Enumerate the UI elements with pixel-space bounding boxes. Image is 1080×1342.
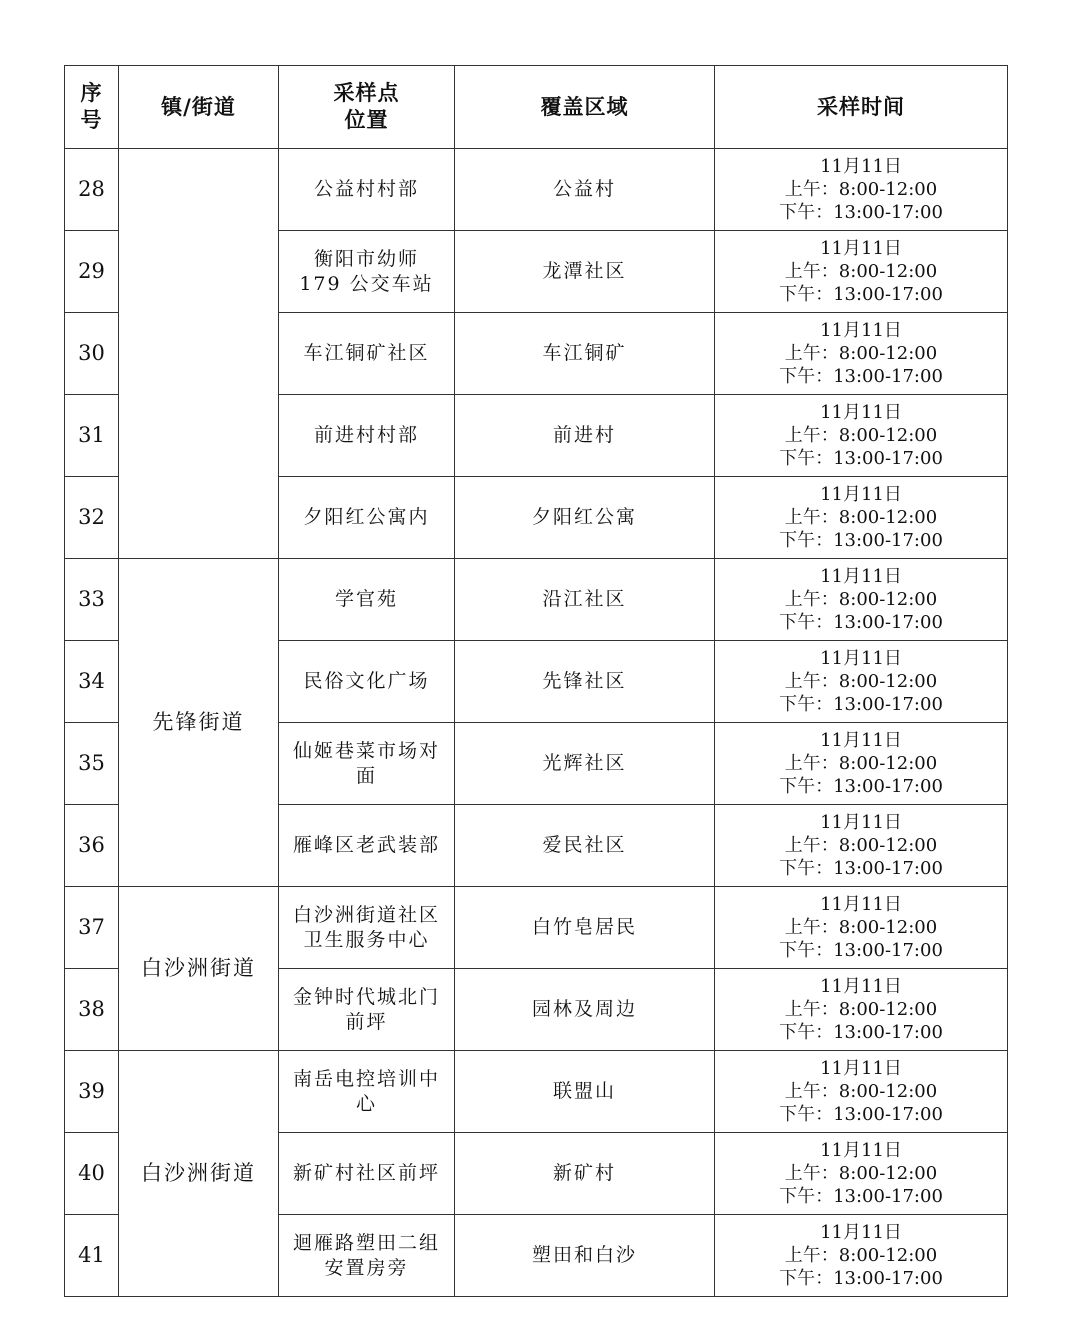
- site-cell: [279, 231, 455, 313]
- row-index: 32: [65, 477, 119, 559]
- time-afternoon: 下午：13:00-17:00: [779, 694, 943, 716]
- time-cell: [715, 1051, 1008, 1133]
- time-date: 11月11日: [820, 237, 902, 259]
- time-cell: [715, 477, 1008, 559]
- time-morning: 上午：8:00-12:00: [784, 670, 938, 692]
- time-morning: 上午：8:00-12:00: [784, 260, 938, 282]
- time-cell: [715, 641, 1008, 723]
- site-cell: [279, 1133, 455, 1215]
- header-street: 镇/街道: [119, 66, 279, 149]
- area-cell: 爱民社区: [455, 805, 715, 887]
- table-row: [65, 887, 1008, 969]
- area-cell: 光辉社区: [455, 723, 715, 805]
- time-afternoon: 下午：13:00-17:00: [779, 1186, 943, 1208]
- time-date: 11月11日: [820, 319, 902, 341]
- time-morning: 上午：8:00-12:00: [784, 1244, 938, 1266]
- site-text: 新矿村社区前坪: [292, 1162, 440, 1185]
- site-text: 车江铜矿社区: [303, 342, 430, 365]
- time-date: 11月11日: [820, 1221, 902, 1243]
- site-cell: [279, 149, 455, 231]
- site-text: 南岳电控培训中心: [292, 1068, 440, 1115]
- site-cell: [279, 805, 455, 887]
- table-row: [65, 1051, 1008, 1133]
- time-date: 11月11日: [820, 401, 902, 423]
- time-afternoon: 下午：13:00-17:00: [779, 284, 943, 306]
- time-date: 11月11日: [820, 565, 902, 587]
- time-date: 11月11日: [820, 729, 902, 751]
- table-row: [65, 559, 1008, 641]
- time-afternoon: 下午：13:00-17:00: [779, 1022, 943, 1044]
- sampling-schedule-table: [64, 65, 1008, 1297]
- area-cell: 园林及周边: [455, 969, 715, 1051]
- site-cell: [279, 313, 455, 395]
- header-time: 采样时间: [715, 66, 1008, 149]
- area-cell: 沿江社区: [455, 559, 715, 641]
- time-morning: 上午：8:00-12:00: [784, 998, 938, 1020]
- site-cell: [279, 395, 455, 477]
- time-cell: [715, 969, 1008, 1051]
- time-morning: 上午：8:00-12:00: [784, 342, 938, 364]
- area-cell: 联盟山: [455, 1051, 715, 1133]
- header-row: [65, 66, 1008, 149]
- area-cell: 新矿村: [455, 1133, 715, 1215]
- row-index: 38: [65, 969, 119, 1051]
- time-cell: [715, 1215, 1008, 1297]
- area-cell: 车江铜矿: [455, 313, 715, 395]
- row-index: 35: [65, 723, 119, 805]
- time-date: 11月11日: [820, 893, 902, 915]
- time-cell: [715, 805, 1008, 887]
- street-cell: 白沙洲街道: [119, 887, 279, 1051]
- site-cell: [279, 1051, 455, 1133]
- header-site: 采样点 位置: [279, 66, 455, 149]
- site-text: 白沙洲街道社区卫生服务中心: [292, 904, 440, 951]
- row-index: 39: [65, 1051, 119, 1133]
- area-cell: 公益村: [455, 149, 715, 231]
- street-cell: 先锋街道: [119, 559, 279, 887]
- time-date: 11月11日: [820, 155, 902, 177]
- time-afternoon: 下午：13:00-17:00: [779, 1104, 943, 1126]
- site-cell: [279, 559, 455, 641]
- site-cell: [279, 969, 455, 1051]
- time-morning: 上午：8:00-12:00: [784, 1080, 938, 1102]
- row-index: 40: [65, 1133, 119, 1215]
- site-text: 衡阳市幼师 179 公交车站: [299, 248, 434, 295]
- row-index: 30: [65, 313, 119, 395]
- street-cell: 白沙洲街道: [119, 1051, 279, 1297]
- row-index: 37: [65, 887, 119, 969]
- area-cell: 塑田和白沙: [455, 1215, 715, 1297]
- site-text: 夕阳红公寓内: [303, 506, 430, 529]
- row-index: 34: [65, 641, 119, 723]
- time-afternoon: 下午：13:00-17:00: [779, 202, 943, 224]
- table-header: [65, 66, 1008, 149]
- row-index: 41: [65, 1215, 119, 1297]
- time-date: 11月11日: [820, 1057, 902, 1079]
- time-morning: 上午：8:00-12:00: [784, 506, 938, 528]
- table-row: [65, 149, 1008, 231]
- site-cell: [279, 887, 455, 969]
- time-date: 11月11日: [820, 647, 902, 669]
- site-text: 仙姬巷菜市场对面: [292, 740, 440, 787]
- site-text: 学官苑: [334, 588, 398, 611]
- site-text: 公益村村部: [313, 178, 419, 201]
- time-date: 11月11日: [820, 811, 902, 833]
- site-cell: [279, 1215, 455, 1297]
- site-cell: [279, 641, 455, 723]
- row-index: 36: [65, 805, 119, 887]
- site-cell: [279, 477, 455, 559]
- time-morning: 上午：8:00-12:00: [784, 916, 938, 938]
- time-cell: [715, 887, 1008, 969]
- area-cell: 龙潭社区: [455, 231, 715, 313]
- row-index: 33: [65, 559, 119, 641]
- time-cell: [715, 723, 1008, 805]
- time-date: 11月11日: [820, 975, 902, 997]
- time-morning: 上午：8:00-12:00: [784, 424, 938, 446]
- time-date: 11月11日: [820, 483, 902, 505]
- time-afternoon: 下午：13:00-17:00: [779, 858, 943, 880]
- site-text: 迴雁路塑田二组安置房旁: [292, 1232, 440, 1279]
- time-cell: [715, 231, 1008, 313]
- time-cell: [715, 559, 1008, 641]
- row-index: 28: [65, 149, 119, 231]
- site-cell: [279, 723, 455, 805]
- time-morning: 上午：8:00-12:00: [784, 1162, 938, 1184]
- time-morning: 上午：8:00-12:00: [784, 588, 938, 610]
- time-afternoon: 下午：13:00-17:00: [779, 776, 943, 798]
- time-cell: [715, 149, 1008, 231]
- time-morning: 上午：8:00-12:00: [784, 178, 938, 200]
- time-date: 11月11日: [820, 1139, 902, 1161]
- time-afternoon: 下午：13:00-17:00: [779, 366, 943, 388]
- time-afternoon: 下午：13:00-17:00: [779, 448, 943, 470]
- site-text: 民俗文化广场: [303, 670, 430, 693]
- time-afternoon: 下午：13:00-17:00: [779, 612, 943, 634]
- header-area: 覆盖区域: [455, 66, 715, 149]
- time-cell: [715, 313, 1008, 395]
- table-body: [65, 149, 1008, 1297]
- time-morning: 上午：8:00-12:00: [784, 834, 938, 856]
- area-cell: 前进村: [455, 395, 715, 477]
- header-index: 序 号: [65, 66, 119, 149]
- row-index: 29: [65, 231, 119, 313]
- time-cell: [715, 1133, 1008, 1215]
- site-text: 前进村村部: [313, 424, 419, 447]
- area-cell: 白竹皂居民: [455, 887, 715, 969]
- time-afternoon: 下午：13:00-17:00: [779, 1268, 943, 1290]
- time-afternoon: 下午：13:00-17:00: [779, 940, 943, 962]
- area-cell: 先锋社区: [455, 641, 715, 723]
- row-index: 31: [65, 395, 119, 477]
- site-text: 金钟时代城北门前坪: [292, 986, 440, 1033]
- time-cell: [715, 395, 1008, 477]
- street-cell: [119, 149, 279, 559]
- area-cell: 夕阳红公寓: [455, 477, 715, 559]
- time-afternoon: 下午：13:00-17:00: [779, 530, 943, 552]
- site-text: 雁峰区老武装部: [292, 834, 440, 857]
- time-morning: 上午：8:00-12:00: [784, 752, 938, 774]
